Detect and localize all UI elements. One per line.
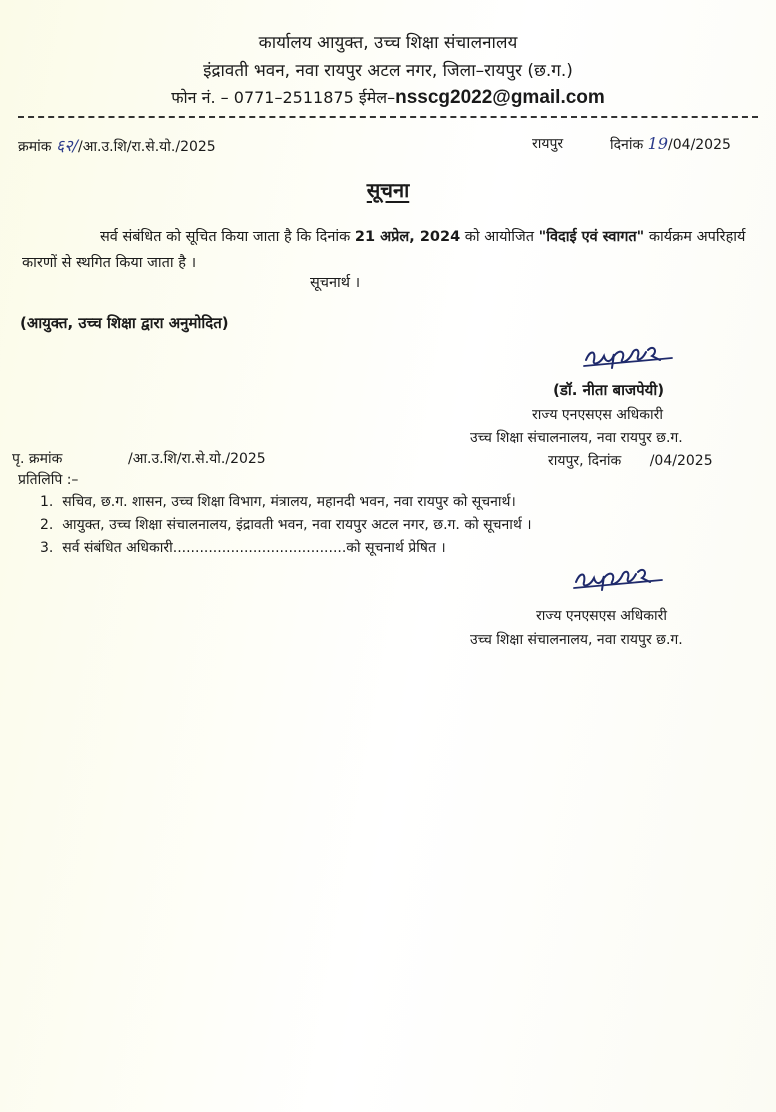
letterhead-office: कार्यालय आयुक्त, उच्च शिक्षा संचालनालय [258, 33, 518, 53]
signatory-name: (डॉ. नीता बाजपेयी) [553, 381, 665, 399]
reference-date [610, 134, 731, 154]
endorsement-date-rest: /04/2025 [649, 453, 713, 469]
notice-title: सूचना [366, 178, 410, 202]
reference-date-day: 19 [647, 134, 669, 153]
approval-note: (आयुक्त, उच्च शिक्षा द्वारा अनुमोदित) [20, 314, 229, 332]
endorsement-date [548, 451, 713, 470]
copy-list-item: 3. सर्व संबंधित अधिकारी.......................................को सूचनार्थ प्रेषित । [40, 540, 446, 556]
reference-number [18, 134, 216, 156]
copy-to-label: प्रतिलिपि :– [18, 472, 79, 488]
signatory-office: उच्च शिक्षा संचालनालय, नवा रायपुर छ.ग. [470, 430, 683, 446]
event-name: "विदाई एवं स्वागत" [538, 229, 645, 245]
endorsement-number: /आ.उ.शि/रा.से.यो./2025 [128, 451, 266, 467]
reference-place: रायपुर [532, 136, 564, 152]
reference-date-rest: /04/2025 [668, 137, 731, 153]
letterhead-email: nsscg2022@gmail.com [395, 87, 605, 108]
letterhead-phone: फोन नं. – 0771–2511875 ईमेल– [171, 88, 396, 107]
for-information: सूचनार्थ । [310, 275, 361, 291]
letterhead-address: इंद्रावती भवन, नवा रायपुर अटल नगर, जिला–रायपुर (छ.ग.) [203, 61, 573, 81]
copy-list-item: 2. आयुक्त, उच्च शिक्षा संचालनालय, इंद्रावती भवन, नवा रायपुर अटल नगर, छ.ग. को सूचनार्थ । [40, 517, 532, 533]
letterhead-contact [0, 86, 776, 109]
header-divider [18, 116, 758, 118]
reference-handwritten-number: ६२/ [55, 136, 78, 155]
event-date: 21 अप्रेल, 2024 [354, 229, 461, 245]
endorsement-signatory-designation: राज्य एनएसएस अधिकारी [536, 608, 667, 624]
endorsement-signatory-office: उच्च शिक्षा संचालनालय, नवा रायपुर छ.ग. [470, 632, 683, 648]
reference-suffix: /आ.उ.शि/रा.से.यो./2025 [78, 139, 216, 155]
notice-body: सर्व संबंधित को सूचित किया जाता है कि दिनांक 21 अप्रेल, 2024 को आयोजित "विदाई एवं स्वागत" कार्यक्रम अपरिहार्य कारणों से स्थगित किया जाता है । [22, 229, 746, 271]
signature-image [582, 338, 677, 378]
copy-list-item: 1. सचिव, छ.ग. शासन, उच्च शिक्षा विभाग, मंत्रालय, महानदी भवन, नवा रायपुर को सूचनार्थ। [40, 494, 516, 510]
reference-date-label: दिनांक [610, 137, 644, 153]
signatory-designation: राज्य एनएसएस अधिकारी [532, 407, 663, 423]
reference-label: क्रमांक [18, 139, 52, 155]
endorsement-label: पृ. क्रमांक [12, 451, 63, 467]
signature-image [572, 560, 667, 600]
endorsement-place-date: रायपुर, दिनांक [548, 453, 622, 469]
